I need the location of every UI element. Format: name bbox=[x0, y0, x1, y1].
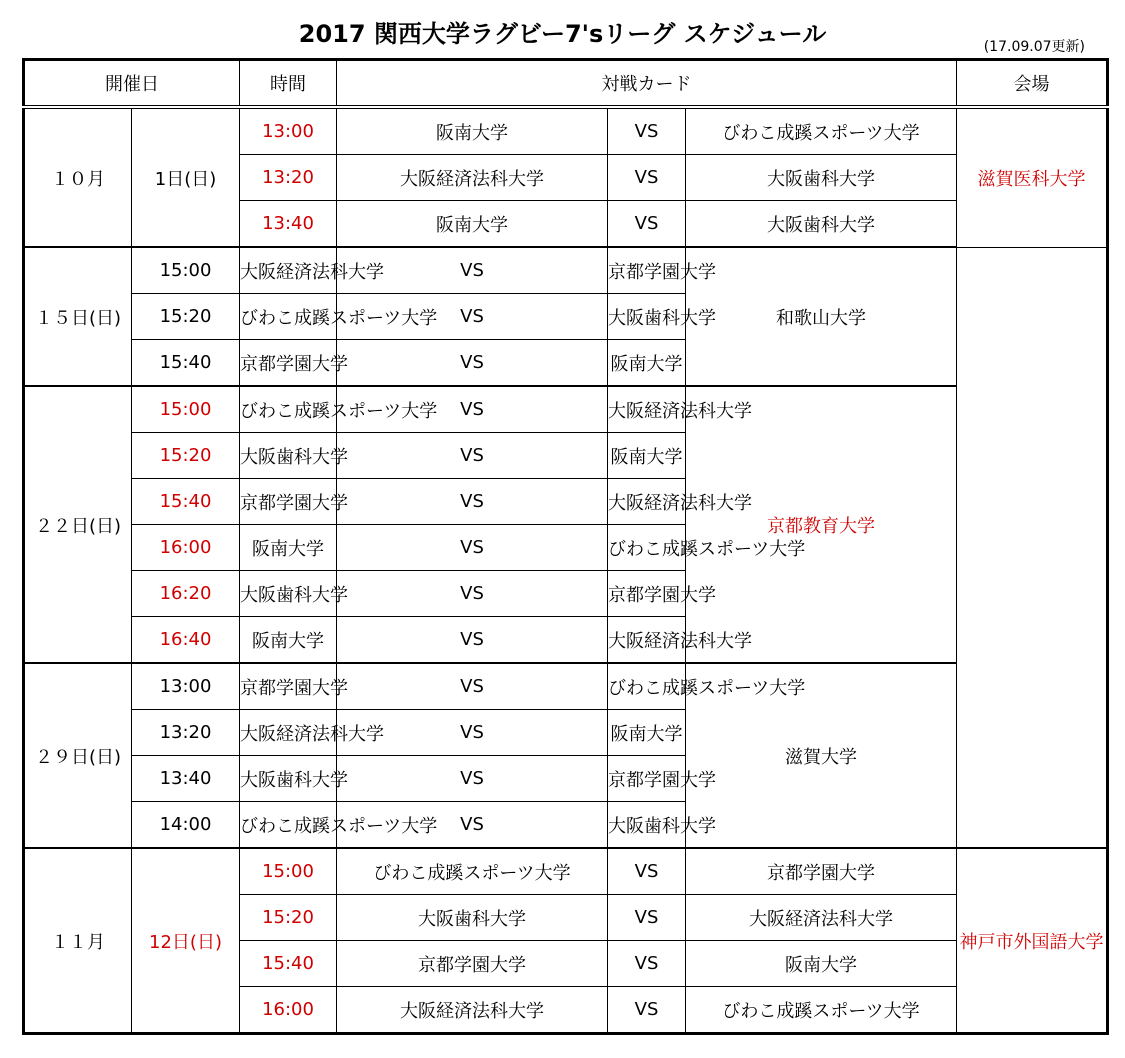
time-cell: 13:40 bbox=[240, 201, 337, 248]
vs-cell: VS bbox=[608, 201, 686, 248]
time-cell: 16:00 bbox=[240, 987, 337, 1034]
time-cell: 14:00 bbox=[132, 802, 240, 849]
table-row bbox=[24, 247, 1108, 294]
away-team-cell: 阪南大学 bbox=[686, 941, 957, 987]
away-team-cell: びわこ成蹊スポーツ大学 bbox=[686, 987, 957, 1034]
header-match: 対戦カード bbox=[337, 60, 957, 108]
vs-cell: VS bbox=[337, 433, 608, 479]
page-title: 2017 関西大学ラグビー7'sリーグ スケジュール bbox=[298, 20, 827, 48]
month-cell: １０月 bbox=[24, 107, 132, 247]
venue-cell: 滋賀医科大学 bbox=[957, 107, 1108, 247]
schedule-table bbox=[22, 58, 1109, 1035]
away-team-cell: 京都学園大学 bbox=[608, 571, 686, 617]
away-team-cell: 大阪歯科大学 bbox=[608, 802, 686, 849]
time-cell: 15:20 bbox=[132, 433, 240, 479]
time-cell: 15:20 bbox=[240, 895, 337, 941]
vs-cell: VS bbox=[337, 571, 608, 617]
time-cell: 13:20 bbox=[240, 155, 337, 201]
time-cell: 16:20 bbox=[132, 571, 240, 617]
home-team-cell: 阪南大学 bbox=[337, 201, 608, 248]
time-cell: 15:00 bbox=[132, 386, 240, 433]
time-cell: 15:20 bbox=[132, 294, 240, 340]
home-team-cell: 阪南大学 bbox=[240, 525, 337, 571]
away-team-cell: びわこ成蹊スポーツ大学 bbox=[686, 107, 957, 155]
away-team-cell: 阪南大学 bbox=[608, 433, 686, 479]
home-team-cell: 京都学園大学 bbox=[240, 479, 337, 525]
home-team-cell: 大阪経済法科大学 bbox=[240, 710, 337, 756]
day-group bbox=[24, 107, 1108, 247]
vs-cell: VS bbox=[608, 155, 686, 201]
time-cell: 13:40 bbox=[132, 756, 240, 802]
home-team-cell: 大阪歯科大学 bbox=[240, 756, 337, 802]
home-team-cell: 大阪経済法科大学 bbox=[337, 987, 608, 1034]
table-row bbox=[24, 386, 1108, 433]
vs-cell: VS bbox=[337, 802, 608, 849]
time-cell: 15:40 bbox=[132, 340, 240, 387]
away-team-cell: 阪南大学 bbox=[608, 340, 686, 387]
vs-cell: VS bbox=[608, 895, 686, 941]
venue-cell: 京都教育大学 bbox=[686, 386, 957, 663]
time-cell: 13:00 bbox=[132, 663, 240, 710]
away-team-cell: 京都学園大学 bbox=[608, 247, 686, 294]
vs-cell: VS bbox=[608, 848, 686, 895]
home-team-cell: びわこ成蹊スポーツ大学 bbox=[240, 294, 337, 340]
time-cell: 15:00 bbox=[240, 848, 337, 895]
venue-cell: 和歌山大学 bbox=[686, 247, 957, 386]
home-team-cell: 大阪経済法科大学 bbox=[240, 247, 337, 294]
vs-cell: VS bbox=[337, 525, 608, 571]
header-date: 開催日 bbox=[24, 60, 240, 108]
vs-cell: VS bbox=[337, 479, 608, 525]
day-group bbox=[24, 247, 1108, 386]
time-cell: 13:00 bbox=[240, 107, 337, 155]
away-team-cell: 大阪経済法科大学 bbox=[608, 386, 686, 433]
vs-cell: VS bbox=[608, 987, 686, 1034]
day-group bbox=[24, 663, 1108, 848]
home-team-cell: びわこ成蹊スポーツ大学 bbox=[240, 386, 337, 433]
time-cell: 15:40 bbox=[132, 479, 240, 525]
home-team-cell: 阪南大学 bbox=[240, 617, 337, 664]
time-cell: 13:20 bbox=[132, 710, 240, 756]
away-team-cell: 大阪経済法科大学 bbox=[608, 479, 686, 525]
vs-cell: VS bbox=[337, 386, 608, 433]
day-group bbox=[24, 386, 1108, 663]
home-team-cell: 京都学園大学 bbox=[240, 663, 337, 710]
day-cell: 1日(日) bbox=[132, 107, 240, 247]
vs-cell: VS bbox=[337, 294, 608, 340]
vs-cell: VS bbox=[608, 941, 686, 987]
away-team-cell: 大阪経済法科大学 bbox=[608, 617, 686, 664]
vs-cell: VS bbox=[337, 617, 608, 664]
header-time: 時間 bbox=[240, 60, 337, 108]
away-team-cell: 京都学園大学 bbox=[608, 756, 686, 802]
venue-cell: 滋賀大学 bbox=[686, 663, 957, 848]
day-cell: 12日(日) bbox=[132, 848, 240, 1034]
vs-cell: VS bbox=[337, 247, 608, 294]
home-team-cell: 大阪歯科大学 bbox=[240, 571, 337, 617]
home-team-cell: 京都学園大学 bbox=[240, 340, 337, 387]
away-team-cell: びわこ成蹊スポーツ大学 bbox=[608, 663, 686, 710]
home-team-cell: 京都学園大学 bbox=[337, 941, 608, 987]
table-row bbox=[24, 107, 1108, 155]
day-group bbox=[24, 848, 1108, 1034]
away-team-cell: 大阪経済法科大学 bbox=[686, 895, 957, 941]
header-venue: 会場 bbox=[957, 60, 1108, 108]
home-team-cell: 大阪歯科大学 bbox=[240, 433, 337, 479]
vs-cell: VS bbox=[337, 663, 608, 710]
home-team-cell: びわこ成蹊スポーツ大学 bbox=[337, 848, 608, 895]
header-row bbox=[24, 60, 1108, 108]
time-cell: 16:40 bbox=[132, 617, 240, 664]
time-cell: 15:40 bbox=[240, 941, 337, 987]
time-cell: 16:00 bbox=[132, 525, 240, 571]
vs-cell: VS bbox=[337, 710, 608, 756]
day-cell: ２９日(日) bbox=[24, 663, 132, 848]
away-team-cell: 大阪歯科大学 bbox=[686, 155, 957, 201]
month-cell: １１月 bbox=[24, 848, 132, 1034]
away-team-cell: 阪南大学 bbox=[608, 710, 686, 756]
away-team-cell: 大阪歯科大学 bbox=[686, 201, 957, 248]
away-team-cell: 大阪歯科大学 bbox=[608, 294, 686, 340]
vs-cell: VS bbox=[337, 340, 608, 387]
vs-cell: VS bbox=[608, 107, 686, 155]
time-cell: 15:00 bbox=[132, 247, 240, 294]
day-cell: ２２日(日) bbox=[24, 386, 132, 663]
day-cell: １５日(日) bbox=[24, 247, 132, 386]
home-team-cell: 阪南大学 bbox=[337, 107, 608, 155]
home-team-cell: 大阪歯科大学 bbox=[337, 895, 608, 941]
table-row bbox=[24, 848, 1108, 895]
table-row bbox=[24, 663, 1108, 710]
venue-cell: 神戸市外国語大学 bbox=[957, 848, 1108, 1034]
home-team-cell: びわこ成蹊スポーツ大学 bbox=[240, 802, 337, 849]
vs-cell: VS bbox=[337, 756, 608, 802]
updated-date: (17.09.07更新) bbox=[983, 39, 1085, 55]
away-team-cell: びわこ成蹊スポーツ大学 bbox=[608, 525, 686, 571]
home-team-cell: 大阪経済法科大学 bbox=[337, 155, 608, 201]
away-team-cell: 京都学園大学 bbox=[686, 848, 957, 895]
